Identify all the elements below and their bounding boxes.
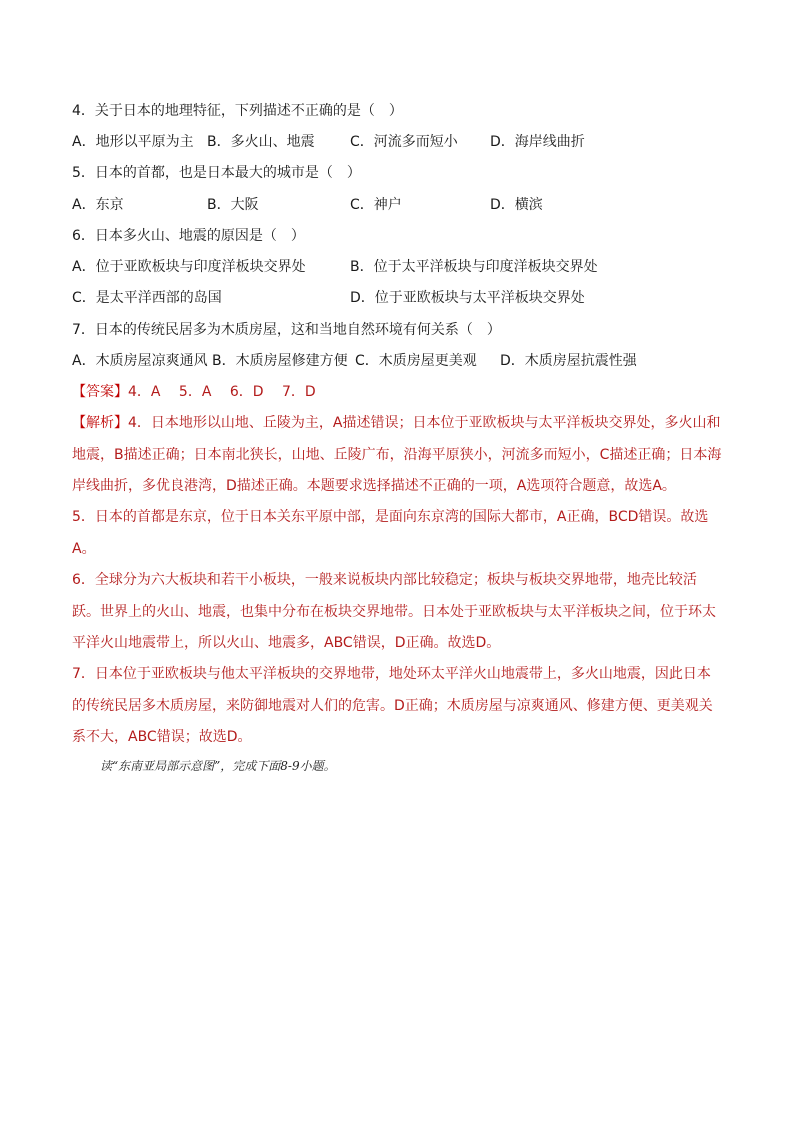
question-5-option-c: C．神户 bbox=[350, 197, 402, 213]
question-6-stem: 6．日本多火山、地震的原因是（ ） bbox=[72, 228, 305, 244]
question-7-option-a: A．木质房屋凉爽通风 bbox=[72, 353, 208, 369]
analysis-text-4: 4．日本地形以山地、丘陵为主，A描述错误；日本位于亚欧板块与太平洋板块交界处，多火山和地震，B描述正确；日本南北狭长，山地、丘陵广布，沿海平原狭小，河流多而短小，C描述正确；日本海岸线曲折，多优良港湾，D描述正确。本题要求选择描述不正确的一项，A选项符合题意，故选A。 bbox=[72, 415, 722, 494]
question-4-stem: 4．关于日本的地理特征，下列描述不正确的是（ ） bbox=[72, 103, 403, 119]
question-5-option-a: A．东京 bbox=[72, 197, 124, 213]
question-4-option-c: C．河流多而短小 bbox=[350, 134, 458, 150]
question-6-option-a: A．位于亚欧板块与印度洋板块交界处 bbox=[72, 259, 306, 275]
question-4-option-a: A．地形以平原为主 bbox=[72, 134, 194, 150]
analysis-tag: 【解析】 bbox=[72, 415, 128, 431]
question-7-stem: 7．日本的传统民居多为木质房屋，这和当地自然环境有何关系（ ） bbox=[72, 322, 501, 338]
question-4-option-d: D．海岸线曲折 bbox=[490, 134, 585, 150]
question-7-option-b: B．木质房屋修建方便 bbox=[212, 353, 348, 369]
question-4-option-b: B．多火山、地震 bbox=[207, 134, 315, 150]
answer-text: 4．A 5．A 6．D 7．D bbox=[128, 384, 316, 400]
analysis-paragraph-4 bbox=[72, 408, 724, 503]
question-5-stem: 5．日本的首都，也是日本最大的城市是（ ） bbox=[72, 165, 361, 181]
question-6-option-d: D．位于亚欧板块与太平洋板块交界处 bbox=[350, 290, 585, 306]
question-7-option-d: D．木质房屋抗震性强 bbox=[500, 353, 637, 369]
answer-tag: 【答案】 bbox=[72, 384, 128, 400]
question-5-option-d: D．横滨 bbox=[490, 197, 543, 213]
analysis-paragraph-5: 5．日本的首都是东京，位于日本关东平原中部，是面向东京湾的国际大都市，A正确，BCD错误。故选A。 bbox=[72, 509, 709, 557]
question-7-option-c: C．木质房屋更美观 bbox=[355, 353, 477, 369]
analysis-paragraph-7: 7．日本位于亚欧板块与他太平洋板块的交界地带，地处环太平洋火山地震带上，多火山地震，因此日本的传统民居多木质房屋，来防御地震对人们的危害。D正确；木质房屋与凉爽通风、修建方便、更美观关系不大，ABC错误；故选D。 bbox=[72, 666, 713, 745]
question-5-option-b: B．大阪 bbox=[207, 197, 259, 213]
question-6-option-b: B．位于太平洋板块与印度洋板块交界处 bbox=[350, 259, 598, 275]
question-6-option-c: C．是太平洋西部的岛国 bbox=[72, 290, 222, 306]
analysis-paragraph-6: 6．全球分为六大板块和若干小板块，一般来说板块内部比较稳定；板块与板块交界地带，地壳比较活跃。世界上的火山、地震，也集中分布在板块交界地带。日本处于亚欧板块与太平洋板块之间，位于环太平洋火山地震带上，所以火山、地震多，ABC错误，D正确。故选D。 bbox=[72, 572, 716, 651]
answer-line bbox=[72, 382, 316, 402]
instruction-text: 读“东南亚局部示意图”，完成下面8-9小题。 bbox=[100, 759, 336, 773]
